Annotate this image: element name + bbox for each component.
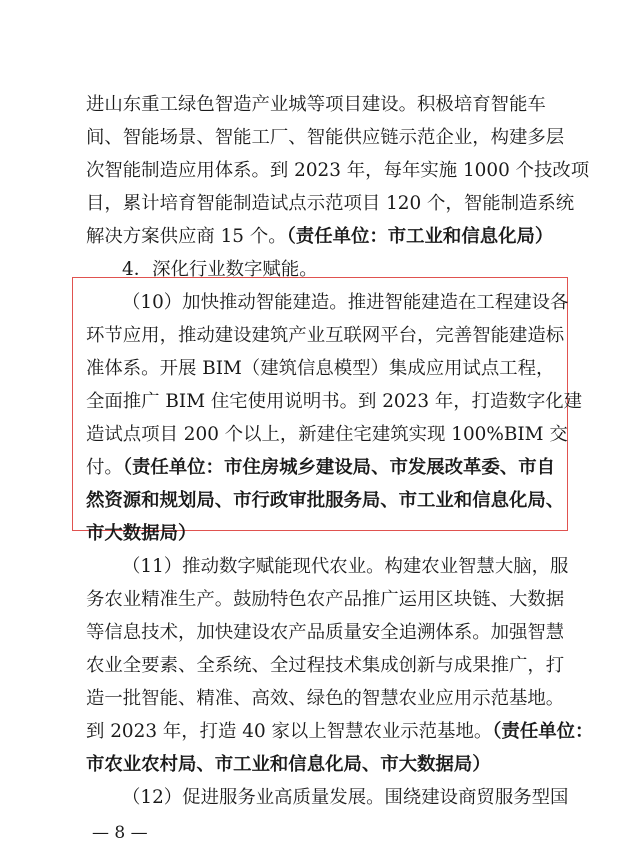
text-line: 农业全要素、全系统、全过程技术集成创新与成果推广，打 [86,655,565,676]
text-line: 务农业精准生产。鼓励特色农产品推广运用区块链、大数据 [86,589,565,610]
section-heading: 4．深化行业数字赋能。 [122,259,318,280]
text-line: 进山东重工绿色智造产业城等项目建设。积极培育智能车 [86,94,546,115]
text-line: 准体系。开展 BIM（建筑信息模型）集成应用试点工程， [86,358,555,379]
text-line: 到 2023 年，打造 40 家以上智慧农业示范基地。（责任单位： [86,721,594,742]
responsible-unit: 市农业农村局、市工业和信息化局、市大数据局） [86,754,491,775]
text-line: 造一批智能、精准、高效、绿色的智慧农业应用示范基地。 [86,688,565,709]
paragraph-10-heading: （10）加快推动智能建造。推进智能建造在工程建设各 [122,292,569,313]
responsible-unit: 市大数据局） [86,523,197,544]
text-line: 等信息技术，加快建设农产品质量安全追溯体系。加强智慧 [86,622,565,643]
text-line: 造试点项目 200 个以上，新建住宅建筑实现 100%BIM 交 [86,424,568,445]
paragraph-11-heading: （11）推动数字赋能现代农业。构建农业智慧大脑，服 [122,556,569,577]
paragraph-12-heading: （12）促进服务业高质量发展。围绕建设商贸服务型国 [122,787,569,808]
text-line: 解决方案供应商 15 个。（责任单位：市工业和信息化局） [86,226,554,247]
text-line: 全面推广 BIM 住宅使用说明书。到 2023 年，打造数字化建 [86,391,582,412]
text-line: 付。（责任单位：市住房城乡建设局、市发展改革委、市自 [86,457,555,478]
text-line: 目，累计培育智能制造试点示范项目 120 个，智能制造系统 [86,193,575,214]
text-line: 次智能制造应用体系。到 2023 年，每年实施 1000 个技改项 [86,160,590,181]
text-line: 环节应用，推动建设建筑产业互联网平台，完善智能建造标 [86,325,565,346]
text-line [86,752,491,778]
page-number: — 8 — [92,823,148,843]
text-line: 间、智能场景、智能工厂、智能供应链示范企业，构建多层 [86,127,565,148]
responsible-unit: （责任单位： [492,721,594,742]
responsible-unit: 然资源和规划局、市行政审批服务局、市工业和信息化局、 [86,490,565,511]
text-line [86,488,564,514]
text-line [86,521,196,547]
responsible-unit: （责任单位：市住房城乡建设局、市发展改革委、市自 [122,457,555,478]
responsible-unit: （责任单位：市工业和信息化局） [286,226,554,247]
